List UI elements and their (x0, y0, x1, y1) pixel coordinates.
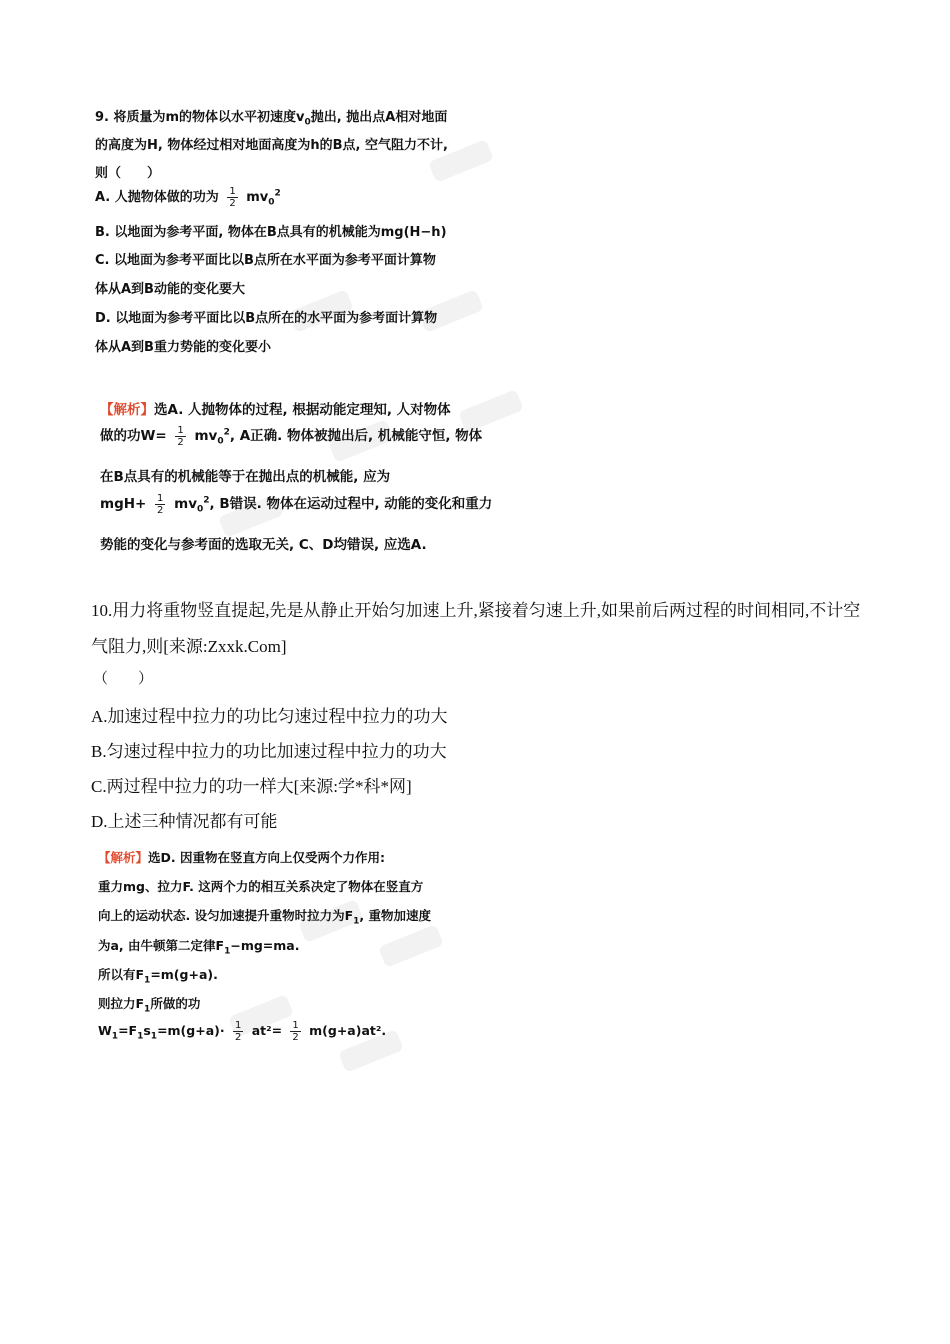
watermark (378, 924, 444, 968)
sol10-line-4: 为a, 由牛顿第二定律$F_1-mg=ma$. (98, 938, 300, 957)
q9-line-3: 则（ ） (95, 166, 161, 181)
q10-line-3: （ ） (93, 671, 154, 687)
q10-option-b: B.匀速过程中拉力的功比加速过程中拉力的功大 (91, 742, 447, 761)
sol10-line-1: 【解析】选D. 因重物在竖直方向上仅受两个力作用: (98, 850, 385, 865)
fraction: $\frac{1}{2}$ (234, 1020, 242, 1043)
sol9-line-2: 做的功W= $\frac{1}{2}$ $mv_0^2$, A正确. 物体被抛出后, 机械能守恒, 物体 (100, 424, 483, 448)
q9-option-d-2: 体从A到B重力势能的变化要小 (95, 340, 271, 355)
fraction: $\frac{1}{2}$ (177, 424, 184, 448)
sol9-line-3: 在B点具有的机械能等于在抛出点的机械能, 应为 (100, 469, 391, 485)
analysis-tag: 【解析】 (98, 850, 149, 865)
q10-option-a: A.加速过程中拉力的功比匀速过程中拉力的功大 (91, 707, 448, 726)
q9-option-d-1: D. 以地面为参考平面比以B点所在的水平面为参考面计算物 (95, 311, 438, 326)
analysis-tag: 【解析】 (100, 402, 154, 418)
fraction: $\frac{1}{2}$ (229, 186, 236, 209)
fraction: $\frac{1}{2}$ (292, 1020, 299, 1043)
sol10-line-5: 所以有$F_1=m(g+a)$. (98, 967, 218, 986)
q9-line-2: 的高度为H, 物体经过相对地面高度为h的B点, 空气阻力不计, (95, 138, 448, 153)
q9-option-c-1: C. 以地面为参考平面比以B点所在水平面为参考平面计算物 (95, 253, 436, 268)
sol10-line-7: $W_1=F_1s_1=m(g+a)\cdot$ $\frac{1}{2}$ at²= $\frac{1}{2}$ m(g+a)at². (98, 1020, 387, 1043)
q9-option-b: B. 以地面为参考平面, 物体在B点具有的机械能为mg(H−h) (95, 225, 447, 240)
sol10-line-2: 重力mg、拉力F. 这两个力的相互关系决定了物体在竖直方 (98, 879, 424, 894)
q9-line-1: 9. 将质量为m的物体以水平初速度$v_0$抛出, 抛出点A相对地面 (95, 110, 448, 128)
sol10-line-6: 则拉力$F_1$所做的功 (98, 996, 201, 1015)
sol10-line-3: 向上的运动状态. 设匀加速提升重物时拉力为$F_1$, 重物加速度 (98, 908, 432, 927)
sol9-line-1: 【解析】选A. 人抛物体的过程, 根据动能定理知, 人对物体 (100, 402, 451, 418)
q9-option-a: A. 人抛物体做的功为 $\frac{1}{2}$ $mv_0^2$ (95, 186, 281, 209)
sol9-line-4: mgH+ $\frac{1}{2}$ $mv_0^2$, B错误. 物体在运动过程中, 动能的变化和重力 (100, 492, 493, 516)
q9-option-c-2: 体从A到B动能的变化要大 (95, 282, 245, 297)
q10-option-d: D.上述三种情况都有可能 (91, 812, 278, 831)
q10-option-c: C.两过程中拉力的功一样大[来源:学*科*网] (91, 777, 412, 796)
sol9-line-5: 势能的变化与参考面的选取无关, C、D均错误, 应选A. (100, 537, 427, 553)
fraction: $\frac{1}{2}$ (157, 492, 164, 516)
q10-line-2: 气阻力,则[来源:Zxxk.Com] (91, 637, 287, 656)
q10-line-1: 10.用力将重物竖直提起,先是从静止开始匀加速上升,紧接着匀速上升,如果前后两过程的时间相同,不计空 (91, 601, 861, 620)
